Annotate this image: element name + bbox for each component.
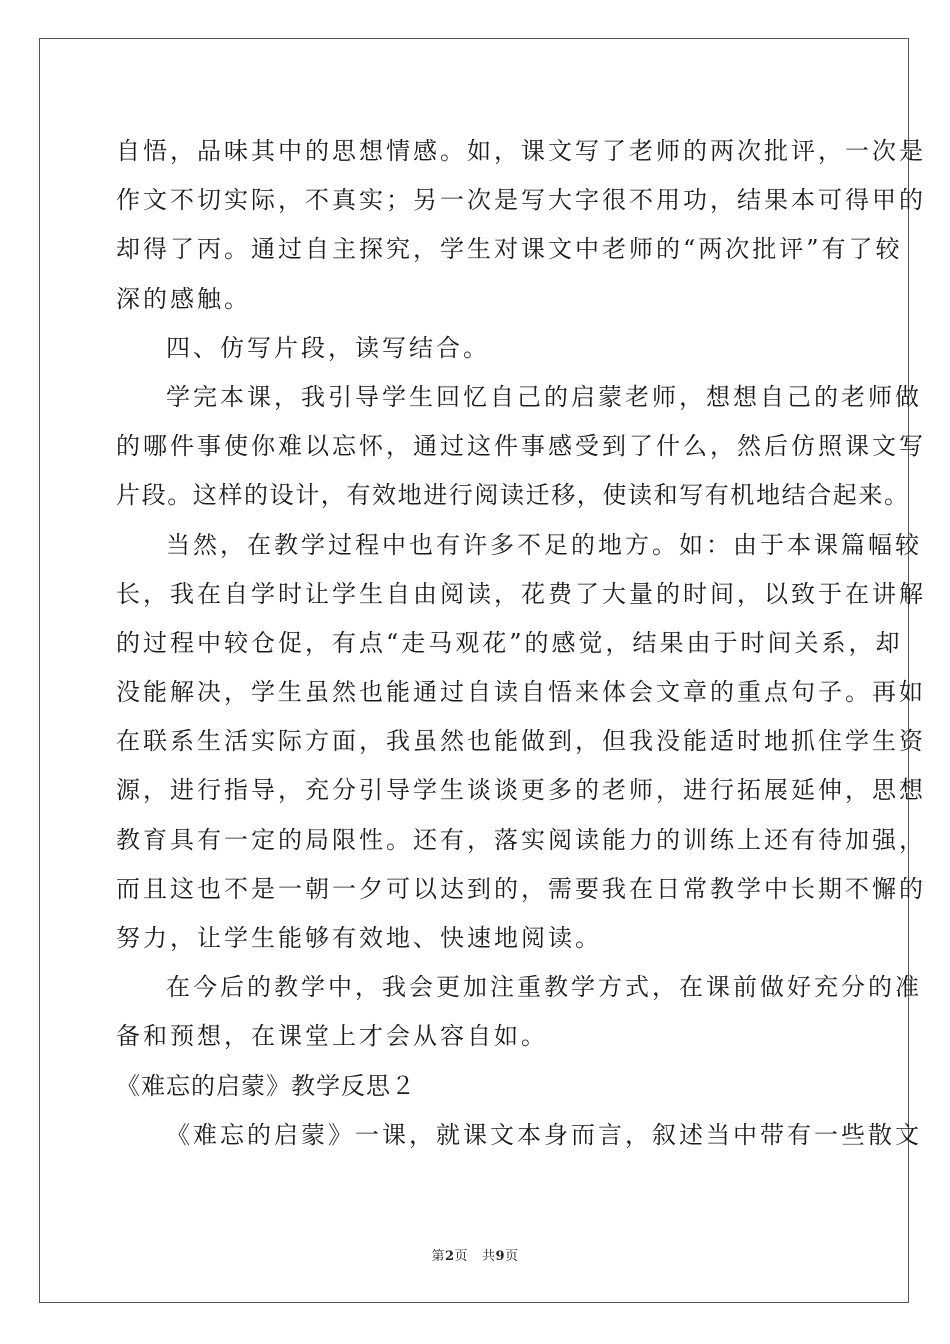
text-line: 备和预想，在课堂上才会从容自如。 bbox=[116, 1022, 548, 1051]
text-line: 的过程中较仓促，有点“走马观花”的感觉，结果由于时间关系，却 bbox=[116, 628, 903, 657]
section-heading: 四、仿写片段，读写结合。 bbox=[166, 333, 490, 362]
text-line: 自悟，品味其中的思想情感。如，课文写了老师的两次批评，一次是 bbox=[116, 137, 926, 165]
text-line: 源，进行指导，充分引导学生谈谈更多的老师，进行拓展延伸，思想 bbox=[116, 776, 926, 805]
total-suffix: 页 bbox=[505, 1249, 519, 1264]
document-body bbox=[116, 127, 926, 1160]
page-prefix: 第 bbox=[431, 1249, 445, 1264]
total-pages: 9 bbox=[495, 1249, 506, 1264]
text-line: 没能解决，学生虽然也能通过自读自悟来体会文章的重点句子。再如 bbox=[116, 678, 926, 707]
page-footer bbox=[0, 1245, 950, 1264]
text-line: 当然，在教学过程中也有许多不足的地方。如：由于本课篇幅较 bbox=[166, 530, 922, 559]
page-suffix: 页 bbox=[454, 1249, 469, 1264]
text-line: 《难忘的启蒙》一课，就课文本身而言，叙述当中带有一些散文 bbox=[166, 1120, 922, 1149]
text-line: 教育具有一定的局限性。还有，落实阅读能力的训练上还有待加强， bbox=[116, 825, 926, 854]
page-number: 2 bbox=[444, 1249, 455, 1264]
text-line: 作文不切实际，不真实；另一次是写大字很不用功，结果本可得甲的 bbox=[116, 186, 926, 215]
text-line: 深的感触。 bbox=[116, 284, 251, 313]
text-line: 片段。这样的设计，有效地进行阅读迁移，使读和写有机地结合起来。 bbox=[116, 481, 910, 510]
total-prefix: 共 bbox=[481, 1249, 496, 1264]
text-line: 学完本课，我引导学生回忆自己的启蒙老师，想想自己的老师做 bbox=[166, 382, 922, 411]
text-line: 努力，让学生能够有效地、快速地阅读。 bbox=[116, 924, 602, 952]
text-line: 的哪件事使你难以忘怀，通过这件事感受到了什么，然后仿照课文写 bbox=[116, 432, 926, 461]
text-line: 却得了丙。通过自主探究，学生对课文中老师的“两次批评”有了较 bbox=[116, 235, 903, 264]
text-line: 在今后的教学中，我会更加注重教学方式，在课前做好充分的准 bbox=[166, 973, 922, 1002]
article-title: 《难忘的启蒙》教学反思２ bbox=[116, 1071, 416, 1100]
text-line: 长，我在自学时让学生自由阅读，花费了大量的时间，以致于在讲解 bbox=[116, 579, 926, 608]
text-line: 而且这也不是一朝一夕可以达到的，需要我在日常教学中长期不懈的 bbox=[116, 874, 926, 903]
text-line: 在联系生活实际方面，我虽然也能做到，但我没能适时地抓住学生资 bbox=[116, 727, 926, 756]
